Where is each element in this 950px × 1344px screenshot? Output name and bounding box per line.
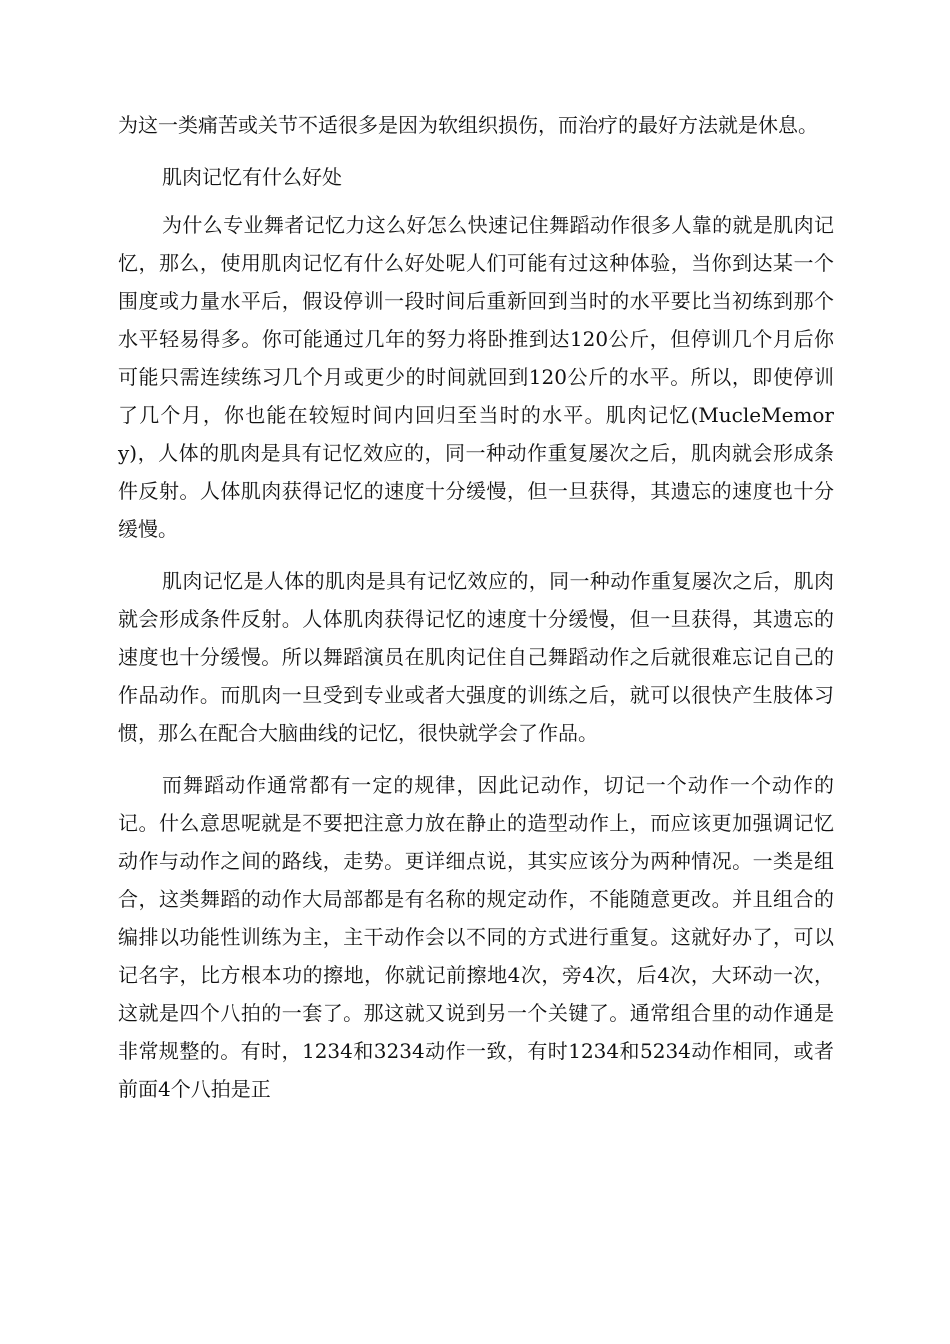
- paragraph-2: 肌肉记忆是人体的肌肉是具有记忆效应的，同一种动作重复屡次之后，肌肉就会形成条件反射。人体肌肉获得记忆的速度十分缓慢，但一旦获得，其遗忘的速度也十分缓慢。所以舞蹈演员在肌肉记住自己舞蹈动作之后就很难忘记自己的作品动作。而肌肉一旦受到专业或者大强度的训练之后，就可以很快产生肢体习惯，那么在配合大脑曲线的记忆，很快就学会了作品。: [118, 569, 834, 745]
- paragraph-1: 为什么专业舞者记忆力这么好怎么快速记住舞蹈动作很多人靠的就是肌肉记忆，那么，使用肌肉记忆有什么好处呢人们可能有过这种体验，当你到达某一个围度或力量水平后，假设停训一段时间后重新回到当时的水平要比当初练到那个水平轻易得多。你可能通过几年的努力将卧推到达120公斤，但停训几个月后你可能只需连续练习几个月或更少的时间就回到120公斤的水平。所以，即使停训了几个月，你也能在较短时间内回归至当时的水平。肌肉记忆(MucleMemory)，人体的肌肉是具有记忆效应的，同一种动作重复屡次之后，肌肉就会形成条件反射。人体肌肉获得记忆的速度十分缓慢，但一旦获得，其遗忘的速度也十分缓慢。: [118, 213, 834, 541]
- section-heading: 肌肉记忆有什么好处: [162, 165, 342, 189]
- document-page: [118, 106, 834, 1108]
- paragraph-continuation: 为这一类痛苦或关节不适很多是因为软组织损伤，而治疗的最好方法就是休息。: [118, 113, 818, 137]
- paragraph-3: 而舞蹈动作通常都有一定的规律，因此记动作，切记一个动作一个动作的记。什么意思呢就是不要把注意力放在静止的造型动作上，而应该更加强调记忆动作与动作之间的路线，走势。更详细点说，其实应该分为两种情况。一类是组合，这类舞蹈的动作大局部都是有名称的规定动作，不能随意更改。并且组合的编排以功能性训练为主，主干动作会以不同的方式进行重复。这就好办了，可以记名字，比方根本功的擦地，你就记前擦地4次，旁4次，后4次，大环动一次，这就是四个八拍的一套了。那这就又说到另一个关键了。通常组合里的动作通是非常规整的。有时，1234和3234动作一致，有时1234和5234动作相同，或者前面4个八拍是正: [118, 773, 834, 1101]
